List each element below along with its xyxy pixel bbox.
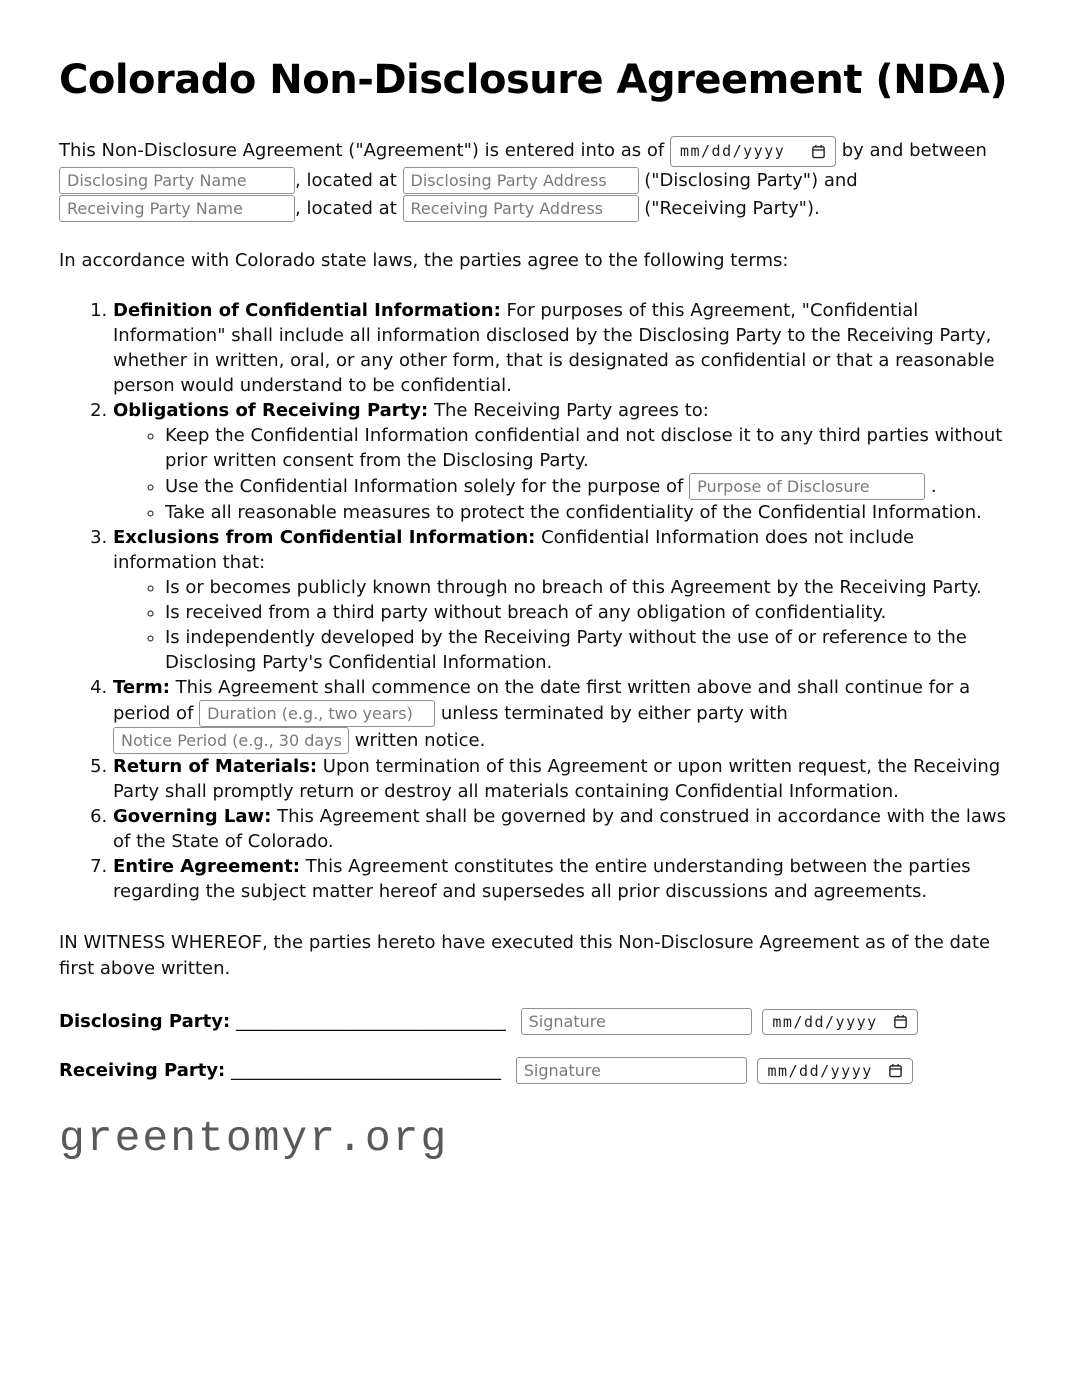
intro-text-1: This Non-Disclosure Agreement ("Agreement") is entered into as of <box>59 140 665 161</box>
receiving-party-name-input[interactable] <box>59 195 295 222</box>
term-definition <box>113 298 1011 398</box>
obligation-protect: ◦ Take all reasonable measures to protect the confidentiality of the Confidential Information. <box>165 500 1011 525</box>
obligation-use-prefix: Use the Confidential Information solely for the purpose of <box>165 476 684 498</box>
disclosing-signature-line: ______________________________ <box>235 1010 506 1032</box>
exclusion-independent: ◦ Is independently developed by the Receiving Party without the use of or reference to the Disclosing Party's Confidential Information. <box>165 625 1011 675</box>
intro-text-4: ("Disclosing Party") and <box>644 170 858 192</box>
term-entire-agreement-label: Entire Agreement: <box>113 856 300 878</box>
obligations-sublist <box>113 423 1011 525</box>
watermark: greentomyr.org <box>59 1113 449 1163</box>
receiving-party-address-input[interactable] <box>403 195 639 222</box>
exclusion-third-party: ◦ Is received from a third party without breach of any obligation of confidentiality. <box>165 600 1011 625</box>
term-term-text-1: This Agreement shall commence on the date first written above and shall continue for a period of <box>113 677 971 725</box>
notice-period-input[interactable] <box>113 727 349 754</box>
disclosing-signature-input[interactable] <box>521 1008 752 1035</box>
receiving-signature-line: ______________________________ <box>231 1059 501 1081</box>
receiving-signature-input[interactable] <box>516 1057 747 1084</box>
date-value: mm/dd/yyyy <box>679 142 786 160</box>
term-term-label: Term: <box>113 677 170 699</box>
intro-text-5: , located at <box>295 198 397 220</box>
receiving-signature-row <box>59 1057 1011 1084</box>
obligation-keep: ◦ Keep the Confidential Information confidential and not disclose it to any third parties without prior written consent from the Disclosing Party. <box>165 423 1011 473</box>
disclosing-party-address-input[interactable] <box>403 167 639 194</box>
term-return <box>113 754 1011 804</box>
exclusion-public: ◦ Is or becomes publicly known through no breach of this Agreement by the Receiving Party. <box>165 575 1011 600</box>
term-exclusions <box>113 525 1011 675</box>
term-entire-agreement-text: This Agreement constitutes the entire understanding between the parties regarding the subject matter hereof and supersedes all prior discussions and agreements. <box>113 856 971 903</box>
disclosing-date-input[interactable] <box>762 1009 918 1035</box>
term-definition-text: For purposes of this Agreement, "Confidential Information" shall include all information disclosed by the Disclosing Party to the Receiving Party, whether in written, oral, or any other form, that is designated as confidential or that a reasonable person would understand to be confidential. <box>113 300 995 397</box>
disclosing-party-label: Disclosing Party: <box>59 1010 231 1032</box>
disclosing-signature-row <box>59 1008 1011 1035</box>
obligation-use-suffix: . <box>930 476 937 498</box>
term-term <box>113 675 1011 754</box>
receiving-date-input[interactable] <box>757 1058 913 1084</box>
agreement-date-input[interactable] <box>670 136 836 167</box>
terms-list <box>59 298 1011 904</box>
date-value: mm/dd/yyyy <box>772 1012 878 1031</box>
intro-paragraph <box>59 136 1011 224</box>
term-governing-law-text: This Agreement shall be governed by and construed in accordance with the laws of the State of Colorado. <box>113 806 1007 853</box>
intro-text-6: ("Receiving Party"). <box>644 198 820 220</box>
term-return-text: Upon termination of this Agreement or upon written request, the Receiving Party shall promptly return or destroy all materials containing Confidential Information. <box>113 756 1001 803</box>
term-governing-law <box>113 804 1011 854</box>
term-obligations <box>113 398 1011 525</box>
term-term-text-2: unless terminated by either party with <box>440 703 788 725</box>
calendar-icon <box>893 1014 908 1029</box>
calendar-icon <box>888 1063 903 1078</box>
term-exclusions-text: Confidential Information does not include information that: <box>113 527 915 574</box>
term-entire-agreement <box>113 854 1011 904</box>
terms-intro: In accordance with Colorado state laws, the parties agree to the following terms: <box>59 249 789 271</box>
term-definition-label: Definition of Confidential Information: <box>113 300 501 322</box>
term-obligations-text: The Receiving Party agrees to: <box>433 400 709 422</box>
witness-paragraph: IN WITNESS WHEREOF, the parties hereto have executed this Non-Disclosure Agreement as of the date first above written. <box>59 932 991 979</box>
term-obligations-label: Obligations of Receiving Party: <box>113 400 429 422</box>
term-return-label: Return of Materials: <box>113 756 318 778</box>
intro-text-2: by and between <box>841 140 987 161</box>
disclosing-party-name-input[interactable] <box>59 167 295 194</box>
exclusions-sublist <box>113 575 1011 675</box>
receiving-party-label: Receiving Party: <box>59 1059 226 1081</box>
term-term-text-3: written notice. <box>354 730 486 752</box>
purpose-of-disclosure-input[interactable] <box>689 473 925 500</box>
date-value: mm/dd/yyyy <box>767 1061 873 1080</box>
obligation-use <box>165 473 1011 500</box>
duration-input[interactable] <box>199 700 435 727</box>
calendar-icon <box>811 144 826 159</box>
intro-text-3: , located at <box>295 170 397 192</box>
term-governing-law-label: Governing Law: <box>113 806 272 828</box>
document-title: Colorado Non-Disclosure Agreement (NDA) <box>59 57 1008 103</box>
term-exclusions-label: Exclusions from Confidential Information: <box>113 527 536 549</box>
